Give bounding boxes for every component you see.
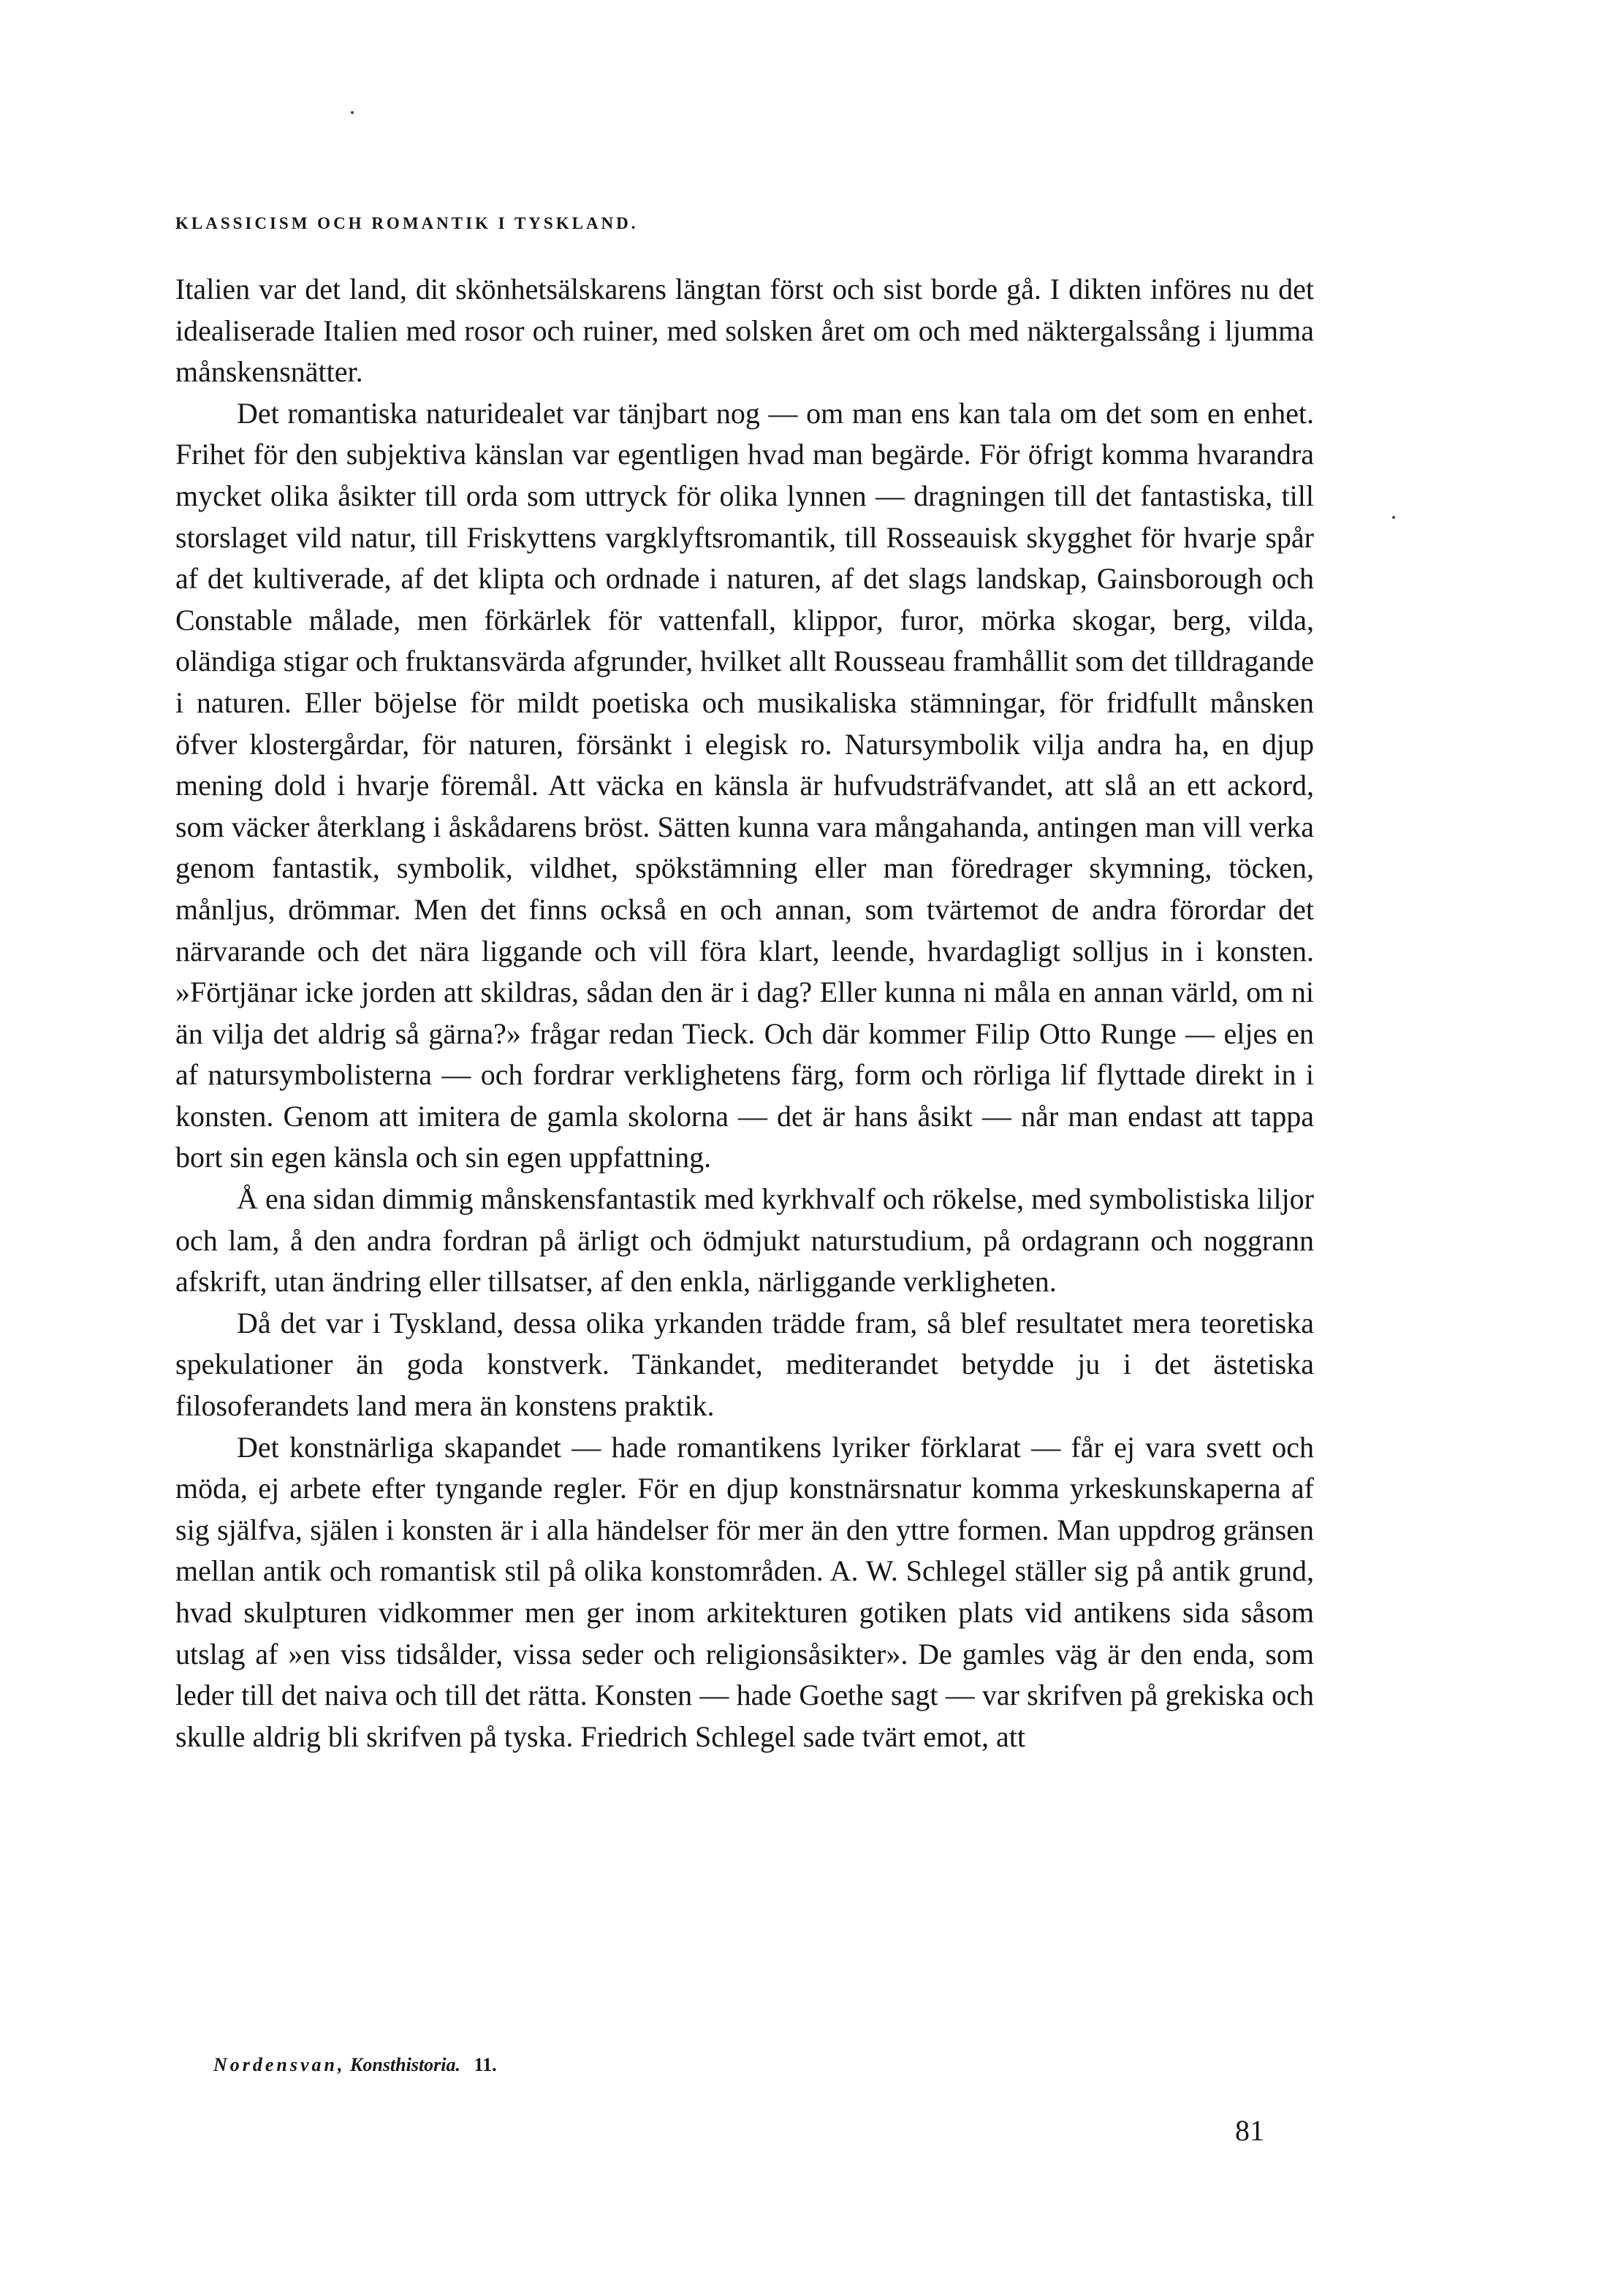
paragraph: Å ena sidan dimmig månskensfantastik med kyrkhvalf och rökelse, med symbolistiska liljor och lam, å den andra fordran på ärligt och ödmjukt naturstudium, på ordagrann och noggrann afskrift, utan ändring eller tillsatser, af den enkla, närliggande verkligheten. — [175, 1182, 1314, 1299]
paragraph: Då det var i Tyskland, dessa olika yrkanden trädde fram, så blef resultatet mera teoretiska spekulationer än goda konstverk. Tänkandet, mediterandet betydde ju i det ästetiska filosoferandets land mera än konstens praktik. — [175, 1306, 1314, 1423]
footer-author: Nordensvan, — [213, 2054, 346, 2075]
page-number: 81 — [1235, 2114, 1264, 2147]
signature-line — [213, 2053, 497, 2077]
paragraph: Italien var det land, dit skönhetsälskarens längtan först och sist borde gå. I dikten införes nu det idealiserade Italien med rosor och ruiner, med solsken året om och med näktergalssång i ljumma månskensnätter. — [175, 273, 1314, 389]
paragraph: Det konstnärliga skapandet — hade romantikens lyriker förklarat — får ej vara svett och möda, ej arbete efter tyngande regler. För en djup konstnärsnatur komma yrkeskunskaperna af sig själfva, själen i konsten är i alla händelser för mer än den yttre formen. Man uppdrog gränsen mellan antik och romantisk stil på olika konstområden. A. W. Schlegel ställer sig på antik grund, hvad skulpturen vidkommer men ger inom arkitekturen gotiken plats vid antikens sida såsom utslag af »en viss tidsålder, vissa seder och religionsåsikter». De gamles väg är den enda, som leder till det naiva och till det rätta. Konsten — hade Goethe sagt — var skrifven på grekiska och skulle aldrig bli skrifven på tyska. Friedrich Schlegel sade tvärt emot, att — [175, 1430, 1314, 1753]
footer-work: Konsthistoria. — [350, 2054, 461, 2075]
paragraph: Det romantiska naturidealet var tänjbart nog — om man ens kan tala om det som en enhet. Frihet för den subjektiva känslan var egentligen hvad man begärde. För öfrigt komma hvarandra mycket olika åsikter till orda som uttryck för olika lynnen — dragningen till det fantastiska, till storslaget vild natur, till Friskyttens vargklyftsromantik, till Rosseauisk skygghet för hvarje spår af det kultiverade, af det klipta och ordnade i naturen, af det slags landskap, Gainsborough och Constable målade, men förkärlek för vattenfall, klippor, furor, mörka skogar, berg, vilda, oländiga stigar och fruktansvärda afgrunder, hvilket allt Rousseau framhållit som det tilldragande i naturen. Eller böjelse för mildt poetiska och musikaliska stämningar, för fridfullt månsken öfver klostergårdar, för naturen, försänkt i elegisk ro. Natursymbolik vilja andra ha, en djup mening dold i hvarje föremål. Att väcka en känsla är hufvudsträfvandet, att slå an ett ackord, som väcker återklang i åskådarens bröst. Sätten kunna vara mångahanda, antingen man vill verka genom fantastik, symbolik, vildhet, spökstämning eller man föredrager skymning, töcken, månljus, drömmar. Men det finns också en och annan, som tvärtemot de andra förordar det närvarande och det nära liggande och vill föra klart, leende, hvardagligt solljus in i konsten. »Förtjänar icke jorden att skildras, sådan den är i dag? Eller kunna ni måla en annan värld, om ni än vilja det aldrig så gärna?» frågar redan Tieck. Och där kommer Filip Otto Runge — eljes en af natursymbolisterna — och fordrar verklighetens färg, form och rörliga lif flyttade direkt in i konsten. Genom att imitera de gamla skolorna — det är hans åsikt — når man endast att tappa bort sin egen känsla och sin egen uppfattning. — [175, 396, 1314, 1174]
running-head: KLASSICISM OCH ROMANTIK I TYSKLAND. — [175, 214, 639, 232]
body-text — [175, 269, 1314, 1757]
print-speck — [351, 111, 354, 114]
print-speck — [1392, 516, 1395, 519]
footer-sheet: 11. — [474, 2054, 497, 2075]
